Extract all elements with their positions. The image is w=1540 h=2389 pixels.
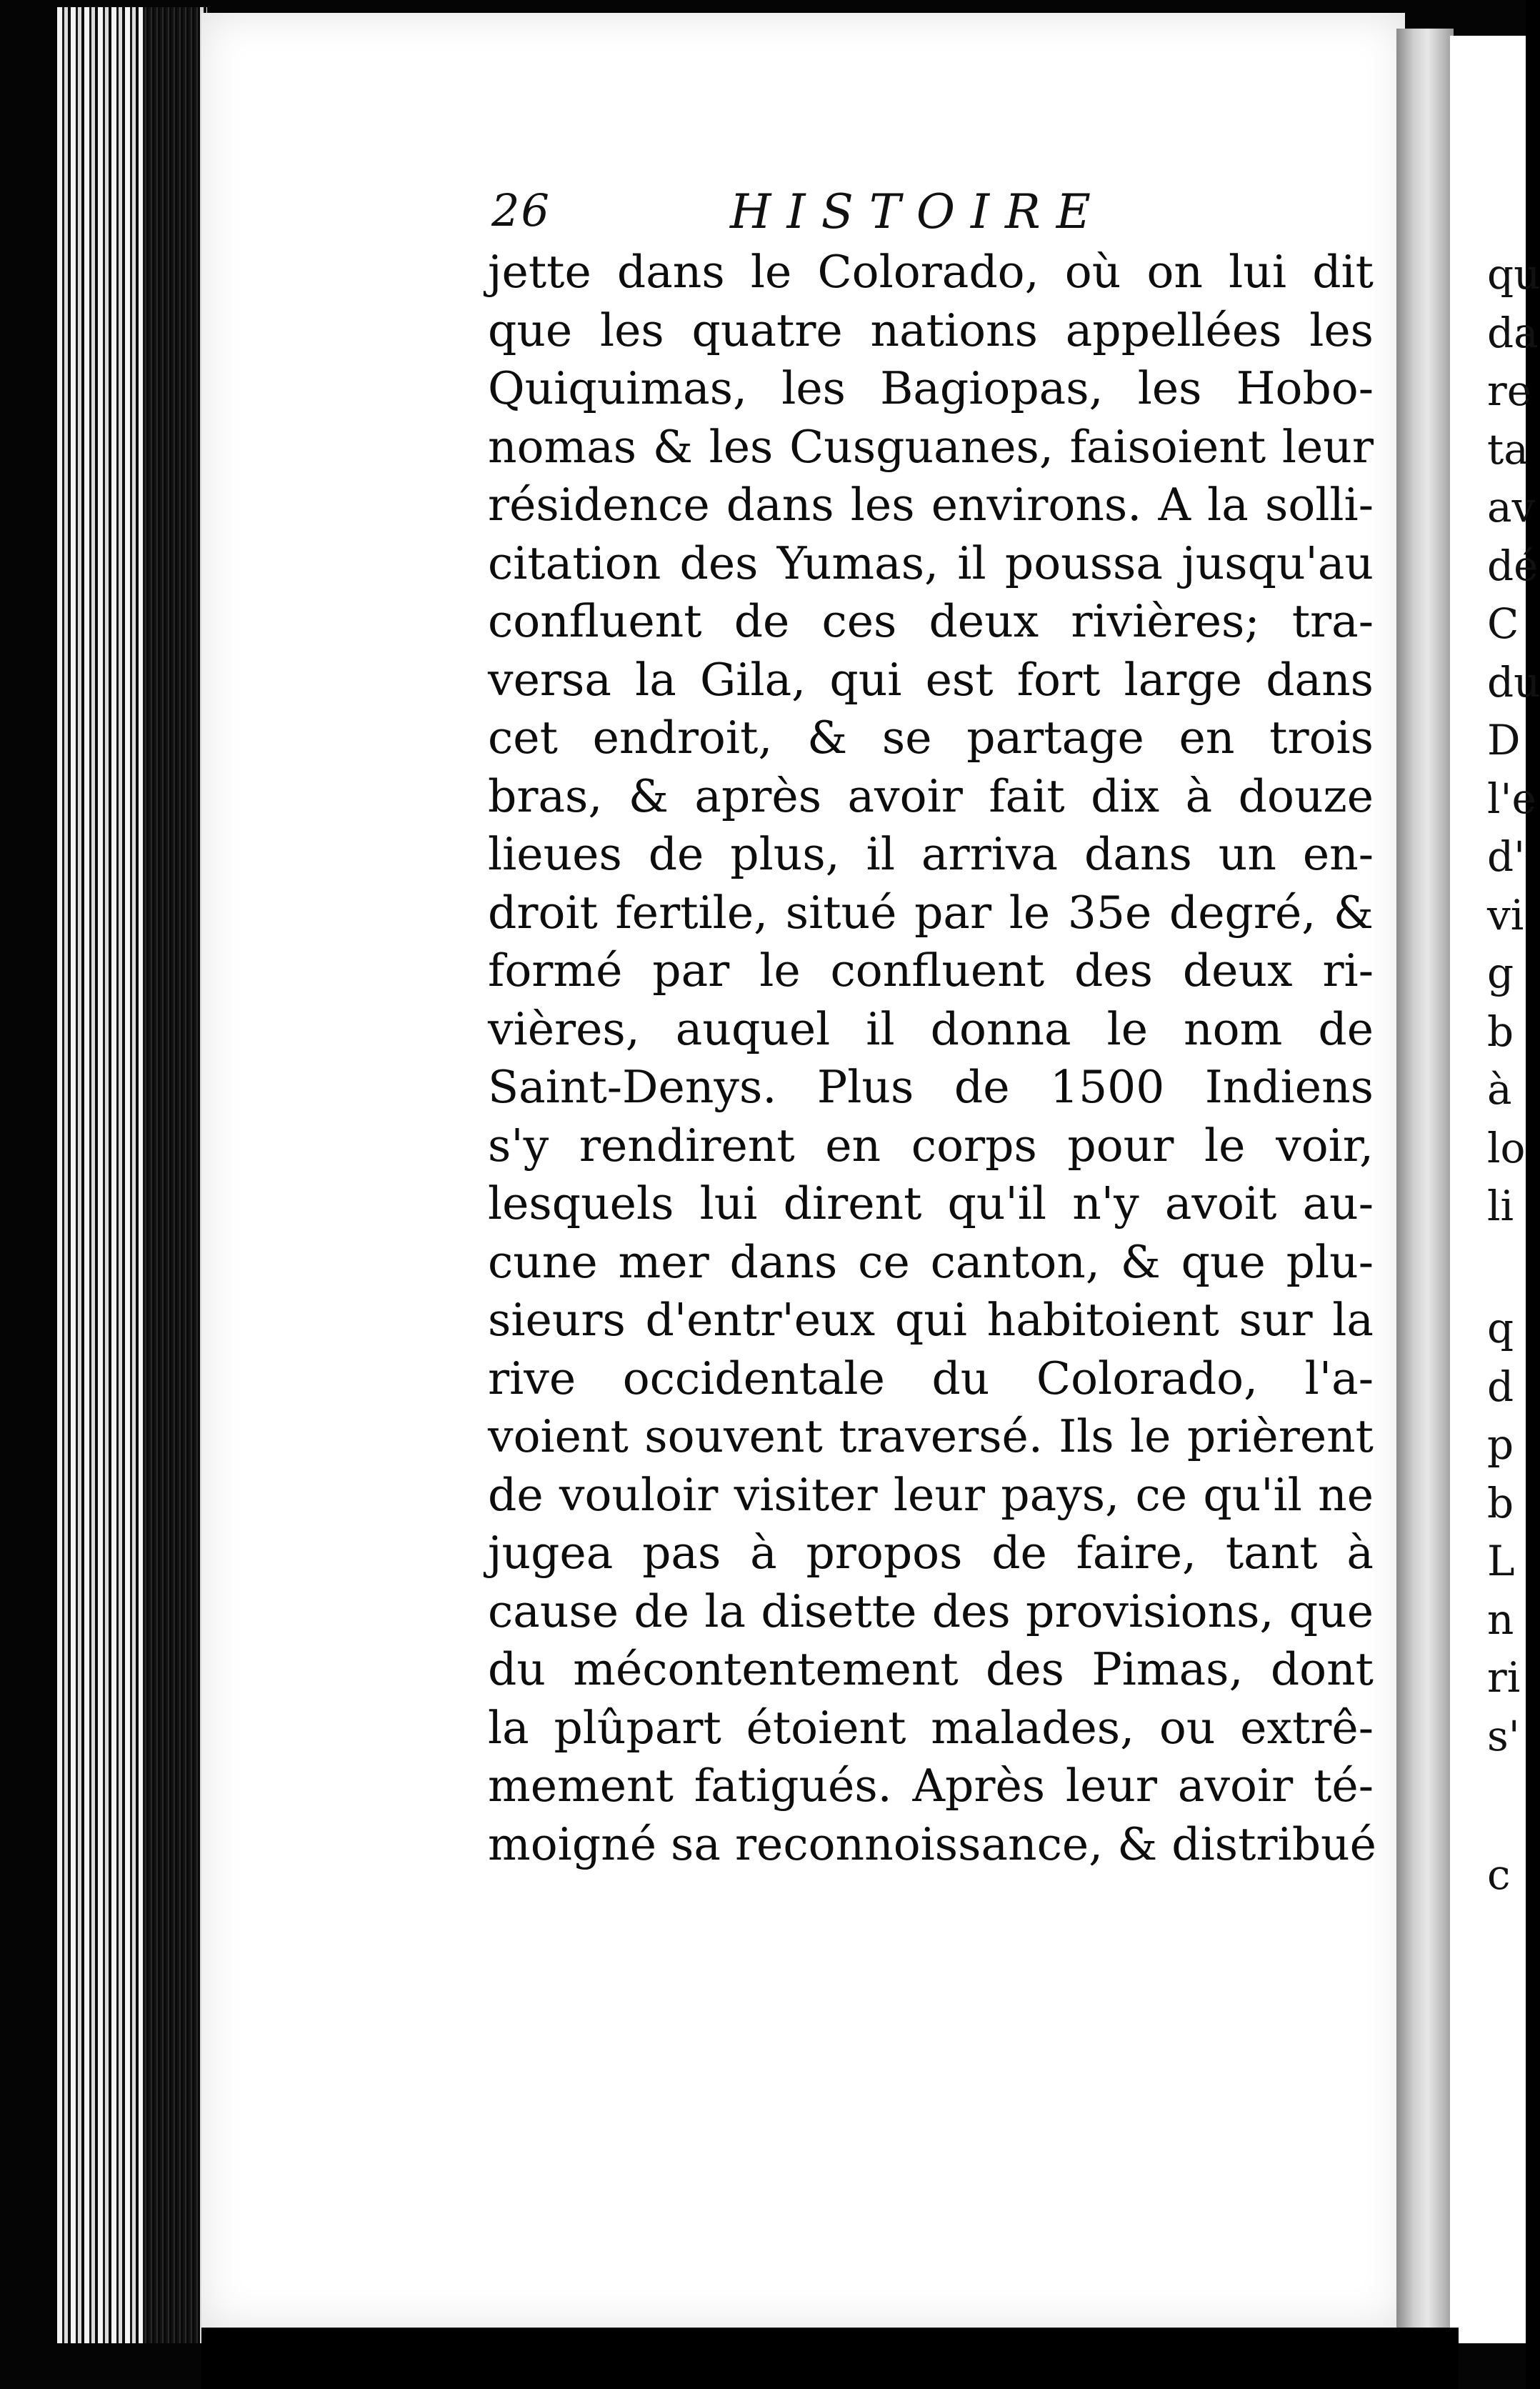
facing-page-text: D (1487, 716, 1521, 764)
text-line: cune mer dans ce canton, & que plu- (488, 1235, 1374, 1288)
facing-page-text: ri (1487, 1653, 1521, 1702)
text-line: moigné sa reconnoissance, & distribué (488, 1817, 1376, 1870)
facing-page-text: n (1487, 1595, 1514, 1644)
text-line: formé par le confluent des deux ri- (488, 944, 1374, 997)
text-line: bras, & après avoir fait dix à douze (488, 769, 1374, 822)
text-line: rive occidentale du Colorado, l'a- (488, 1352, 1374, 1405)
text-line: voient souvent traversé. Ils le prièrent (488, 1410, 1374, 1462)
facing-page-text: re (1487, 366, 1532, 415)
facing-page-text: vi (1487, 890, 1524, 939)
facing-page-text: du (1487, 657, 1540, 707)
text-line: lieues de plus, il arriva dans un en- (488, 828, 1374, 880)
text-line: jette dans le Colorado, où on lui dit (488, 246, 1374, 298)
text-line: lesquels lui dirent qu'il n'y avoit au- (488, 1177, 1374, 1230)
facing-page-text: da (1487, 308, 1539, 357)
text-line: que les quatre nations appellées les (488, 304, 1374, 356)
facing-page-text: b (1487, 1478, 1514, 1527)
facing-page-text: lo (1487, 1123, 1526, 1172)
facing-page-text: li (1487, 1182, 1514, 1230)
text-line: jugea pas à propos de faire, tant à (488, 1527, 1374, 1579)
text-line: Quiquimas, les Bagiopas, les Hobo- (488, 362, 1374, 414)
facing-page-text: C (1487, 599, 1519, 648)
facing-page-text: q (1487, 1304, 1514, 1352)
facing-page-text: l'e (1487, 774, 1536, 823)
next-page-fragment (1450, 36, 1540, 2343)
facing-page-text: b (1487, 1007, 1514, 1056)
page-edge-shadow (143, 7, 200, 2343)
text-line: du mécontentement des Pimas, dont (488, 1643, 1374, 1695)
text-line: de vouloir visiter leur pays, ce qu'il ne (488, 1468, 1374, 1521)
facing-page-text: p (1487, 1420, 1514, 1469)
facing-page-text: L (1487, 1537, 1515, 1585)
facing-page-text: c (1487, 1850, 1511, 1899)
text-line: Saint-Denys. Plus de 1500 Indiens (488, 1061, 1374, 1113)
facing-page-text: s' (1487, 1711, 1520, 1760)
page-number: 26 (491, 184, 551, 236)
facing-page-text: ta (1487, 424, 1529, 474)
text-line: vières, auquel il donna le nom de (488, 1002, 1374, 1055)
text-line: cet endroit, & se partage en trois (488, 712, 1374, 764)
text-line: sieurs d'entr'eux qui habitoient sur la (488, 1294, 1374, 1346)
text-line: citation des Yumas, il poussa jusqu'au (488, 537, 1374, 589)
facing-page-text: av (1487, 483, 1536, 532)
text-line: résidence dans les environs. A la solli- (488, 479, 1374, 531)
left-page-edges (57, 7, 211, 2343)
facing-page-text: dé (1487, 541, 1539, 590)
facing-page-text: à (1487, 1065, 1512, 1114)
text-line: cause de la disette des provisions, que (488, 1585, 1374, 1637)
text-line: la plûpart étoient malades, ou extrê- (488, 1701, 1374, 1754)
facing-page-text: d' (1487, 832, 1526, 881)
bottom-edge (201, 2328, 1459, 2389)
running-head: HISTOIRE (730, 184, 1106, 239)
text-line: confluent de ces deux rivières; tra- (488, 595, 1374, 647)
facing-page-text: d (1487, 1362, 1514, 1411)
facing-page-text: g (1487, 949, 1514, 997)
text-line: s'y rendirent en corps pour le voir, (488, 1119, 1374, 1172)
facing-page-text: qu (1487, 250, 1540, 299)
body-text (488, 243, 1374, 1873)
book-gutter (1396, 29, 1454, 2350)
text-line: mement fatigués. Après leur avoir té- (488, 1760, 1374, 1812)
text-line: nomas & les Cusguanes, faisoient leur (488, 420, 1374, 473)
text-line: versa la Gila, qui est fort large dans (488, 653, 1374, 706)
text-line: droit fertile, situé par le 35e degré, & (488, 886, 1374, 939)
